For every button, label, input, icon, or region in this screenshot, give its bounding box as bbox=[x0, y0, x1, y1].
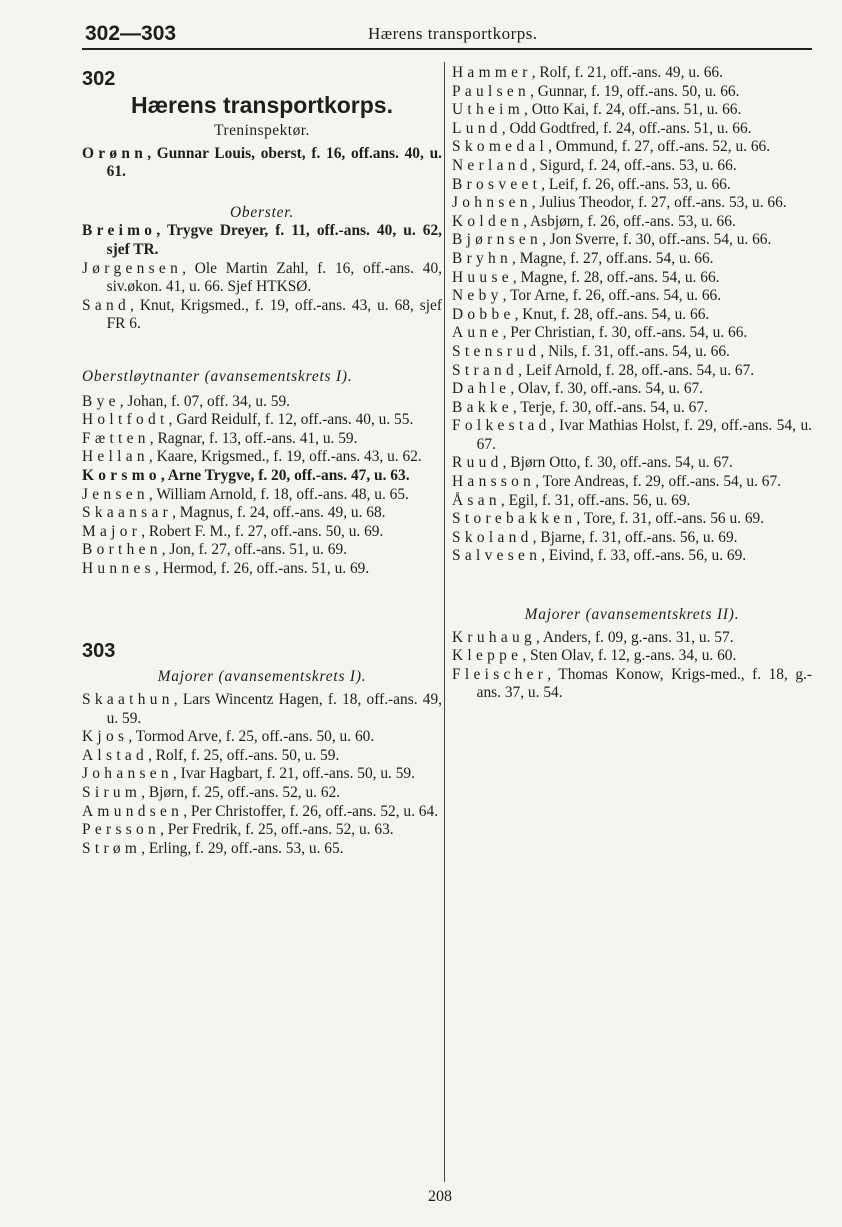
list-item: Hammer, Rolf, f. 21, off.-ans. 49, u. 66. bbox=[452, 64, 723, 81]
list-item: Kolden, Asbjørn, f. 26, off.-ans. 53, u. 66. bbox=[452, 212, 736, 230]
list-item: Aune, Per Christian, f. 30, off.-ans. 54, u. 66. bbox=[452, 324, 748, 342]
list-item: Skaathun, Lars Wincentz Hagen, f. 18, off.-ans. 49, u. 59. bbox=[82, 691, 442, 727]
oberstloytnanter-heading: Oberstløytnanter (avansementskrets I). bbox=[82, 367, 353, 385]
header-rule bbox=[82, 48, 812, 50]
list-item: Bjørnsen, Jon Sverre, f. 30, off.-ans. 54, u. 66. bbox=[452, 231, 772, 249]
list-item: Strand, Leif Arnold, f. 28, off.-ans. 54, u. 67. bbox=[452, 361, 755, 379]
page-number: 208 bbox=[428, 1188, 452, 1205]
list-item: Ruud, Bjørn Otto, f. 30, off.-ans. 54, u. 67. bbox=[452, 454, 733, 472]
list-item: Jørgensen, Ole Martin Zahl, f. 16, off.-ans. 40, siv.økon. 41, u. 66. Sjef HTKSØ. bbox=[82, 259, 442, 296]
list-item: Johnsen, Julius Theodor, f. 27, off.-ans. 53, u. 66. bbox=[452, 194, 787, 212]
list-item: Bye, Johan, f. 07, off. 34, u. 59. bbox=[82, 392, 291, 410]
oberster-heading: Oberster. bbox=[229, 203, 295, 221]
header-page-range: 302—303 bbox=[85, 22, 177, 45]
list-item: Paulsen, Gunnar, f. 19, off.-ans. 50, u. 66. bbox=[452, 82, 740, 100]
list-item: Major, Robert F. M., f. 27, off.-ans. 50, u. 69. bbox=[82, 522, 384, 540]
list-item: Bryhn, Magne, f. 27, off.ans. 54, u. 66. bbox=[452, 249, 714, 267]
list-item: Neby, Tor Arne, f. 26, off.-ans. 54, u. 66. bbox=[452, 287, 722, 305]
list-item: Fleischer, Thomas Konow, Krigs-med., f. 18, g.-ans. 37, u. 54. bbox=[452, 665, 812, 702]
list-item: Storebakken, Tore, f. 31, off.-ans. 56 u. 69. bbox=[452, 510, 765, 528]
list-item: Nerland, Sigurd, f. 24, off.-ans. 53, u. 66. bbox=[452, 156, 737, 174]
list-item: Salvesen, Eivind, f. 33, off.-ans. 56, u. 69. bbox=[452, 547, 747, 565]
list-item: Orønn, Gunnar Louis, oberst, f. 16, off.ans. 40, u. 61. bbox=[82, 144, 442, 181]
list-item: Breimo, Trygve Dreyer, f. 11, off.-ans. 40, u. 62, sjef TR. bbox=[82, 222, 442, 258]
list-item: Kjos, Tormod Arve, f. 25, off.-ans. 50, u. 60. bbox=[82, 728, 375, 746]
section-title: Hærens transportkorps. bbox=[130, 92, 393, 118]
list-item: Stensrud, Nils, f. 31, off.-ans. 54, u. 66. bbox=[452, 342, 730, 360]
section-number-302: 302 bbox=[82, 68, 116, 90]
majorer-2-list bbox=[452, 629, 812, 703]
list-item: Sand, Knut, Krigsmed., f. 19, off.-ans. 43, u. 68, sjef FR 6. bbox=[82, 296, 442, 333]
list-item: Jensen, William Arnold, f. 18, off.-ans. 48, u. 65. bbox=[82, 485, 409, 503]
list-item: Dahle, Olav, f. 30, off.-ans. 54, u. 67. bbox=[452, 380, 704, 398]
oberstloytnanter-list bbox=[82, 393, 442, 579]
oberster-list bbox=[82, 222, 442, 334]
list-item: Amundsen, Per Christoffer, f. 26, off.-ans. 52, u. 64. bbox=[82, 802, 439, 820]
list-item: Skoland, Bjarne, f. 31, off.-ans. 56, u. 69. bbox=[452, 528, 738, 546]
list-item: Bakke, Terje, f. 30, off.-ans. 54, u. 67. bbox=[452, 398, 708, 416]
majorer-1-heading: Majorer (avansementskrets I). bbox=[157, 668, 367, 686]
majorer-2-heading: Majorer (avansementskrets II). bbox=[524, 606, 740, 624]
list-item: Holtfodt, Gard Reidulf, f. 12, off.-ans. 40, u. 55. bbox=[82, 411, 414, 429]
list-item: Dobbe, Knut, f. 28, off.-ans. 54, u. 66. bbox=[452, 305, 710, 323]
section-number-303: 303 bbox=[82, 640, 116, 663]
list-item: Hellan, Kaare, Krigsmed., f. 19, off.-ans. 43, u. 62. bbox=[82, 448, 422, 466]
list-item: Åsan, Egil, f. 31, off.-ans. 56, u. 69. bbox=[452, 491, 691, 509]
left-column bbox=[82, 64, 442, 858]
list-item: Persson, Per Fredrik, f. 25, off.-ans. 52, u. 63. bbox=[82, 821, 394, 839]
list-item: Utheim, Otto Kai, f. 24, off.-ans. 51, u. 66. bbox=[452, 101, 742, 119]
list-item: Johansen, Ivar Hagbart, f. 21, off.-ans. 50, u. 59. bbox=[82, 765, 415, 783]
list-item: Skomedal, Ommund, f. 27, off.-ans. 52, u. 66. bbox=[452, 138, 771, 156]
list-item: Lund, Odd Godtfred, f. 24, off.-ans. 51, u. 66. bbox=[452, 119, 752, 137]
majorer-1-list bbox=[82, 691, 442, 858]
list-item: Hunnes, Hermod, f. 26, off.-ans. 51, u. 69. bbox=[82, 559, 370, 577]
header-title: Hærens transportkorps. bbox=[368, 24, 538, 43]
list-item: Kleppe, Sten Olav, f. 12, g.-ans. 34, u. 60. bbox=[452, 647, 737, 665]
list-item: Fætten, Ragnar, f. 13, off.-ans. 41, u. 59. bbox=[82, 429, 358, 447]
list-item: Brosveet, Leif, f. 26, off.-ans. 53, u. 66. bbox=[452, 175, 731, 193]
list-item: Hansson, Tore Andreas, f. 29, off.-ans. 54, u. 67. bbox=[452, 473, 782, 491]
column-separator bbox=[444, 62, 445, 1182]
list-item: Skaansar, Magnus, f. 24, off.-ans. 49, u. 68. bbox=[82, 504, 386, 522]
right-column bbox=[452, 64, 812, 703]
list-item: Korsmo, Arne Trygve, f. 20, off.-ans. 47, u. 63. bbox=[82, 466, 410, 484]
treninspektor-heading: Treninspektør. bbox=[214, 122, 310, 139]
list-item: Huuse, Magne, f. 28, off.-ans. 54, u. 66. bbox=[452, 268, 720, 286]
list-item: Sirum, Bjørn, f. 25, off.-ans. 52, u. 62. bbox=[82, 784, 341, 802]
list-item: Borthen, Jon, f. 27, off.-ans. 51, u. 69. bbox=[82, 541, 348, 559]
majorer-1-list-continued bbox=[452, 64, 812, 566]
list-item: Strøm, Erling, f. 29, off.-ans. 53, u. 65. bbox=[82, 839, 344, 857]
list-item: Folkestad, Ivar Mathias Holst, f. 29, off.-ans. 54, u. 67. bbox=[452, 417, 812, 453]
list-item: Kruhaug, Anders, f. 09, g.-ans. 31, u. 57. bbox=[452, 628, 734, 646]
list-item: Alstad, Rolf, f. 25, off.-ans. 50, u. 59. bbox=[82, 746, 340, 764]
